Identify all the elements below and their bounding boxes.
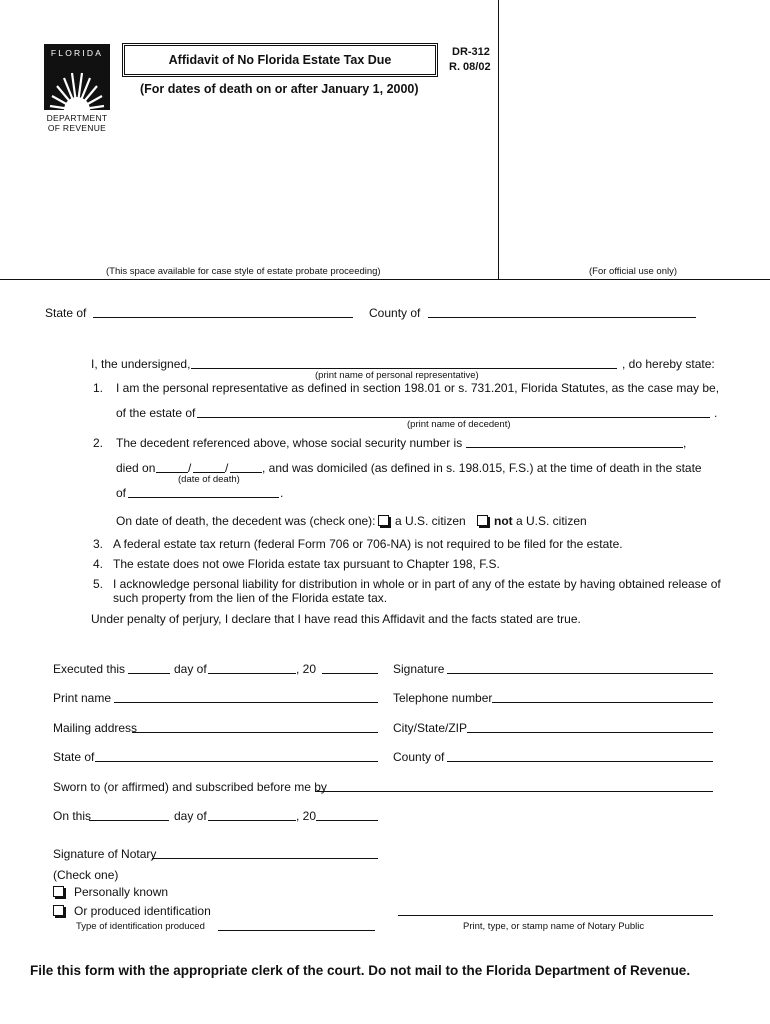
representative-caption: (print name of personal representative) — [315, 370, 479, 381]
county-label: County of — [369, 306, 421, 320]
form-title: Affidavit of No Florida Estate Tax Due — [168, 53, 392, 67]
domicile-state-field[interactable] — [128, 497, 279, 498]
date-of-death-caption: (date of death) — [178, 474, 240, 485]
logo-bottom-text-1: DEPARTMENT — [46, 113, 108, 123]
print-name-field[interactable] — [114, 702, 378, 703]
item2-comma: , — [683, 436, 687, 450]
intro-suffix: , do hereby state: — [622, 357, 715, 371]
header-rule — [0, 279, 770, 280]
official-use-divider — [498, 0, 499, 279]
notary-day-field[interactable] — [89, 820, 169, 821]
on-this-label: On this — [53, 809, 92, 823]
personally-known-label: Personally known — [74, 885, 169, 899]
id-type-field[interactable] — [218, 930, 375, 931]
intro-prefix: I, the undersigned, — [91, 357, 191, 371]
mailing-address-label: Mailing address — [53, 721, 138, 735]
citizen-option[interactable] — [378, 514, 466, 528]
sworn-label: Sworn to (or affirmed) and subscribed before me by — [53, 780, 327, 794]
county-field[interactable] — [428, 317, 696, 318]
executed-month-field[interactable] — [208, 673, 296, 674]
logo-bottom-text-2: OF REVENUE — [47, 123, 107, 133]
notary-county-field[interactable] — [447, 761, 713, 762]
date-slash-1: / — [188, 461, 192, 475]
domicile-text: , and was domiciled (as defined in s. 198.015, F.S.) at the time of death in the state — [262, 461, 702, 475]
notary-name-caption: Print, type, or stamp name of Notary Public — [463, 921, 645, 932]
telephone-field[interactable] — [492, 702, 713, 703]
estate-of-label: of the estate of — [116, 406, 196, 420]
estate-of-period: . — [714, 406, 718, 420]
item1-number: 1. — [93, 381, 104, 395]
form-title-box — [124, 45, 436, 75]
item3-text: A federal estate tax return (federal Form 706 or 706-NA) is not required to be filed for the estate. — [113, 537, 623, 551]
logo-top-text: FLORIDA — [50, 48, 104, 58]
sworn-by-field[interactable] — [315, 791, 713, 792]
form-subtitle: (For dates of death on or after January 1, 2000) — [140, 82, 419, 96]
signature-label: Signature — [393, 662, 445, 676]
item4-number: 4. — [93, 557, 104, 571]
item4-text: The estate does not owe Florida estate tax pursuant to Chapter 198, F.S. — [113, 557, 500, 571]
citizen-option-label: a U.S. citizen — [395, 514, 466, 528]
item2-text: The decedent referenced above, whose social security number is — [116, 436, 463, 450]
item5-number: 5. — [93, 577, 104, 591]
perjury-statement: Under penalty of perjury, I declare that I have read this Affidavit and the facts stated are true. — [91, 612, 581, 626]
official-use-note: (For official use only) — [589, 266, 677, 277]
executed-year-prefix: , 20 — [296, 662, 317, 676]
notary-year-prefix: , 20 — [296, 809, 317, 823]
executed-this-label: Executed this — [53, 662, 126, 676]
check-one-label: (Check one) — [53, 868, 119, 882]
mailing-address-field[interactable] — [132, 732, 378, 733]
produced-id-label: Or produced identification — [74, 904, 211, 918]
not-word: not — [494, 514, 513, 528]
citizenship-prompt: On date of death, the decedent was (check one): — [116, 514, 376, 528]
notary-state-label: State of — [53, 750, 95, 764]
not-citizen-option[interactable] — [477, 514, 587, 528]
not-citizen-checkbox[interactable] — [477, 515, 488, 526]
produced-id-checkbox[interactable] — [53, 905, 64, 916]
case-style-note: (This space available for case style of estate probate proceeding) — [106, 266, 381, 277]
executed-year-field[interactable] — [322, 673, 378, 674]
ssn-field[interactable] — [466, 447, 683, 448]
not-citizen-option-label: a U.S. citizen — [516, 514, 587, 528]
died-on-label: died on — [116, 461, 156, 475]
filing-notice: File this form with the appropriate clerk of the court. Do not mail to the Florida Department of Revenue. — [30, 963, 691, 978]
decedent-caption: (print name of decedent) — [407, 419, 511, 430]
signature-field[interactable] — [447, 673, 713, 674]
form-number: DR-312 — [452, 46, 490, 58]
logo-black-panel — [44, 44, 110, 110]
personally-known-option[interactable] — [53, 885, 168, 899]
notary-month-field[interactable] — [208, 820, 296, 821]
form-revision: R. 08/02 — [449, 61, 491, 73]
date-slash-2: / — [225, 461, 229, 475]
produced-id-option[interactable] — [53, 904, 211, 918]
notary-day-of-label: day of — [174, 809, 207, 823]
item5-text-line2: such property from the lien of the Florida estate tax. — [113, 591, 388, 605]
print-name-label: Print name — [53, 691, 112, 705]
sun-rays-icon — [44, 62, 110, 110]
item3-number: 3. — [93, 537, 104, 551]
executed-day-of-label: day of — [174, 662, 207, 676]
item5-text-line1: I acknowledge personal liability for distribution in whole or in part of any of the estate by having obtained release of — [113, 577, 721, 591]
notary-name-field[interactable] — [398, 915, 713, 916]
citizen-checkbox[interactable] — [378, 515, 389, 526]
notary-signature-field[interactable] — [152, 858, 378, 859]
personally-known-checkbox[interactable] — [53, 886, 64, 897]
state-field[interactable] — [93, 317, 353, 318]
state-label: State of — [45, 306, 87, 320]
telephone-label: Telephone number — [393, 691, 493, 705]
florida-dor-logo — [44, 44, 110, 134]
city-state-zip-field[interactable] — [467, 732, 713, 733]
notary-state-field[interactable] — [95, 761, 378, 762]
item1-text: I am the personal representative as defined in section 198.01 or s. 731.201, Florida Statutes, as the case may be, — [116, 381, 720, 395]
domicile-state-period: . — [280, 486, 284, 500]
notary-county-label: County of — [393, 750, 445, 764]
notary-signature-label: Signature of Notary — [53, 847, 157, 861]
item2-number: 2. — [93, 436, 104, 450]
city-state-zip-label: City/State/ZIP — [393, 721, 468, 735]
id-type-label: Type of identification produced — [76, 921, 205, 932]
notary-year-field[interactable] — [316, 820, 378, 821]
domicile-state-label: of — [116, 486, 127, 500]
executed-day-field[interactable] — [128, 673, 170, 674]
